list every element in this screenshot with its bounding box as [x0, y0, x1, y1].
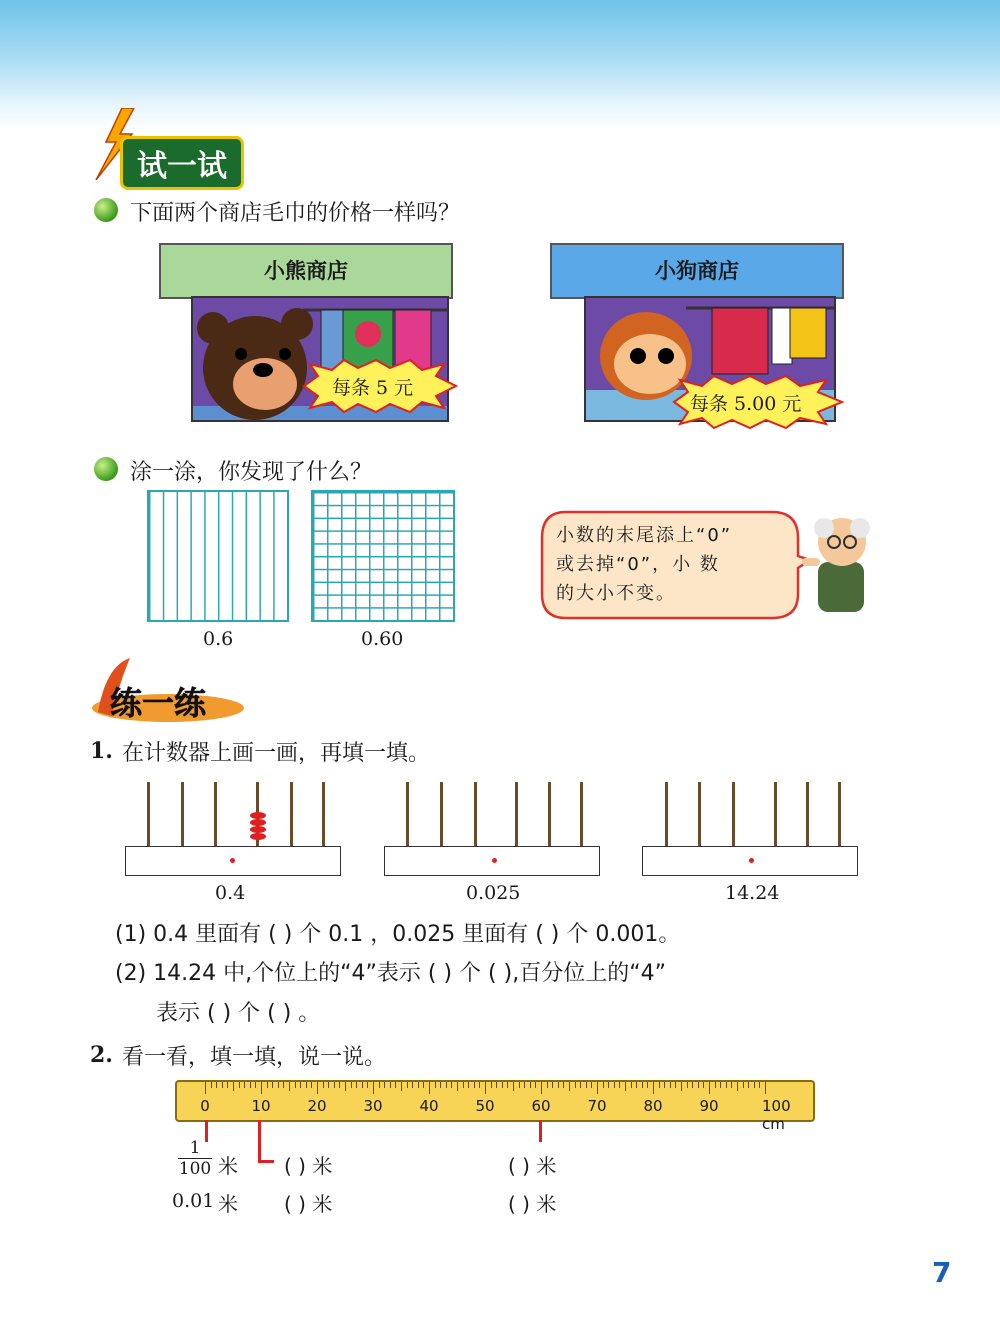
abacus-rod[interactable] [580, 782, 583, 846]
ruler-tick [485, 1082, 486, 1094]
ruler-tick [295, 1082, 296, 1088]
ruler-tick [205, 1082, 206, 1094]
ruler-tick-label: 60 [531, 1097, 551, 1115]
ruler-tick [558, 1082, 559, 1088]
abacus-label: 0.4 [215, 882, 246, 904]
abacus-bead [250, 833, 266, 840]
ruler-tick [463, 1082, 464, 1088]
ruler-tick [625, 1082, 626, 1091]
ruler-tick [491, 1082, 492, 1088]
arrow-connector [258, 1160, 274, 1163]
professor-illustration [800, 508, 880, 620]
square-grid-hundredths[interactable] [311, 490, 455, 622]
ruler-tick [267, 1082, 268, 1088]
ruler-tick [317, 1082, 318, 1094]
ruler-tick [239, 1082, 240, 1088]
ruler-tick [603, 1082, 604, 1088]
abacus-rod[interactable] [406, 782, 409, 846]
ruler-tick [513, 1082, 514, 1091]
ruler-tick [614, 1082, 615, 1088]
ruler-tick [451, 1082, 452, 1088]
abacus-label: 14.24 [725, 882, 780, 904]
ruler-tick [715, 1082, 716, 1088]
ruler-tick [743, 1082, 744, 1088]
ruler-tick [563, 1082, 564, 1088]
ruler-tick [636, 1082, 637, 1088]
ruler-tick [373, 1082, 374, 1094]
ruler-tick [642, 1082, 643, 1088]
ruler-tick-label: 80 [643, 1097, 663, 1115]
ruler-tick [412, 1082, 413, 1088]
ruler-tick [535, 1082, 536, 1088]
ruler-tick [227, 1082, 228, 1088]
fraction [178, 1138, 212, 1179]
ruler-tick [664, 1082, 665, 1088]
section-title-try: 试一试 [120, 136, 244, 190]
grid-label: 0.60 [361, 628, 404, 650]
abacus-bead [250, 826, 266, 833]
ruler-tick [754, 1082, 755, 1088]
ruler-tick [575, 1082, 576, 1088]
ruler-tick [547, 1082, 548, 1088]
ruler-tick [692, 1082, 693, 1088]
abacus-rod[interactable] [214, 782, 217, 846]
ruler-tick [759, 1082, 760, 1088]
ruler-tick [519, 1082, 520, 1088]
abacus-rod[interactable] [838, 782, 841, 846]
ruler-tick [670, 1082, 671, 1088]
ruler-tick [720, 1082, 721, 1088]
ruler-tick-label: 100 cm [762, 1097, 791, 1133]
ruler-tick [435, 1082, 436, 1088]
ruler-tick [631, 1082, 632, 1088]
ruler-tick [384, 1082, 385, 1088]
abacus-label: 0.025 [466, 882, 521, 904]
abacus-rod[interactable] [440, 782, 443, 846]
question-text: 涂一涂，你发现了什么？ [130, 460, 373, 485]
blank-meters[interactable]: ( ) 米 [508, 1192, 557, 1216]
ruler-tick-label: 30 [363, 1097, 383, 1115]
speech-line: 或去掉“0”，小 数 [556, 554, 720, 575]
ruler-tick [446, 1082, 447, 1088]
ruler-tick [211, 1082, 212, 1088]
unit-label: 米 [218, 1192, 238, 1216]
ruler-tick [731, 1082, 732, 1088]
exercise-title: 在计数器上画一画，再填一填。 [122, 741, 431, 766]
ruler-tick [334, 1082, 335, 1088]
ruler-tick-label: 10 [251, 1097, 271, 1115]
arrow-up-icon [539, 1120, 542, 1142]
ruler-tick [496, 1082, 497, 1088]
ruler-tick-label: 70 [587, 1097, 607, 1115]
ruler-tick-label: 50 [475, 1097, 495, 1115]
ruler-tick-label: 0 [200, 1097, 210, 1115]
ruler-tick [457, 1082, 458, 1091]
arrow-up-icon [258, 1120, 261, 1162]
ruler-tick [675, 1082, 676, 1088]
ruler-tick [311, 1082, 312, 1088]
ruler-tick [709, 1082, 710, 1094]
ruler-tick [255, 1082, 256, 1088]
sky-background [0, 0, 1000, 130]
price-label-bear: 每条 5 元 [332, 377, 414, 399]
ruler-tick [379, 1082, 380, 1088]
ruler-tick [552, 1082, 553, 1088]
shop-sign-bear: 小熊商店 [159, 243, 453, 299]
ruler-tick [283, 1082, 284, 1088]
ruler-tick [765, 1082, 766, 1094]
ruler-tick [586, 1082, 587, 1088]
ruler-tick [524, 1082, 525, 1088]
ruler-tick [261, 1082, 262, 1094]
abacus-rod[interactable] [322, 782, 325, 846]
ruler-tick [306, 1082, 307, 1088]
decimal-value: 0.01 [172, 1190, 215, 1212]
speech-text [556, 521, 732, 608]
fill-in-line-1[interactable]: (1) 0.4 里面有 ( ) 个 0.1 ，0.025 里面有 ( ) 个 0.001。 [115, 922, 681, 947]
decimal-point [492, 858, 497, 863]
ruler-tick [244, 1082, 245, 1088]
ruler-tick [569, 1082, 570, 1091]
ruler-tick [250, 1082, 251, 1088]
ruler-tick [356, 1082, 357, 1088]
abacus-rod[interactable] [698, 782, 701, 846]
exercise-number: 2. [90, 1042, 113, 1068]
blank-meters[interactable]: ( ) 米 [284, 1192, 333, 1216]
ruler-tick [468, 1082, 469, 1088]
blank-meters[interactable]: ( ) 米 [284, 1154, 333, 1178]
ruler-tick [222, 1082, 223, 1088]
ruler-tick [726, 1082, 727, 1088]
abacus-rod[interactable] [665, 782, 668, 846]
ruler-tick [362, 1082, 363, 1088]
ruler-tick [216, 1082, 217, 1088]
ruler-tick [278, 1082, 279, 1088]
fill-in-line-3[interactable]: 表示 ( ) 个 ( ) 。 [156, 1001, 321, 1026]
abacus-rod[interactable] [515, 782, 518, 846]
ruler-tick [479, 1082, 480, 1088]
ruler-tick [591, 1082, 592, 1088]
unit-label: 米 [218, 1154, 238, 1178]
ruler-tick [323, 1082, 324, 1088]
ruler-tick [395, 1082, 396, 1088]
ruler-tick [233, 1082, 234, 1091]
speech-line: 小数的末尾添上“0” [556, 525, 733, 546]
abacus-bead [250, 812, 266, 819]
abacus-rod[interactable] [548, 782, 551, 846]
fill-in-line-2[interactable]: (2) 14.24 中,个位上的“4”表示 ( ) 个 ( ),百分位上的“4” [115, 961, 666, 986]
ruler-tick [653, 1082, 654, 1094]
ruler-tick [659, 1082, 660, 1088]
ruler-tick [507, 1082, 508, 1088]
grid-label: 0.6 [203, 628, 234, 650]
ruler-tick [619, 1082, 620, 1088]
speech-line: 的大小不变。 [556, 583, 676, 604]
question-text: 下面两个商店毛巾的价格一样吗？ [130, 201, 461, 226]
bullet-icon [94, 457, 118, 481]
ruler-tick [289, 1082, 290, 1091]
centimeter-ruler [175, 1080, 815, 1133]
ruler-tick [647, 1082, 648, 1088]
ruler-tick [367, 1082, 368, 1088]
ruler-tick [407, 1082, 408, 1088]
strip-grid-tenths[interactable] [147, 490, 289, 622]
ruler-tick [737, 1082, 738, 1091]
ruler-tick [423, 1082, 424, 1088]
ruler-tick [748, 1082, 749, 1088]
page-number: 7 [932, 1256, 952, 1289]
abacus-rod[interactable] [732, 782, 735, 846]
abacus-bead [250, 819, 266, 826]
ruler-tick [597, 1082, 598, 1094]
ruler-tick [530, 1082, 531, 1088]
ruler-tick [703, 1082, 704, 1088]
decimal-point [749, 858, 754, 863]
ruler-tick [390, 1082, 391, 1088]
ruler-tick [418, 1082, 419, 1088]
ruler-tick [440, 1082, 441, 1088]
shop-sign-dog: 小狗商店 [550, 243, 844, 299]
section-title-practice: 练一练 [110, 684, 207, 722]
ruler-tick [580, 1082, 581, 1088]
fraction-denominator: 100 [178, 1159, 212, 1179]
ruler-tick [351, 1082, 352, 1088]
ruler-tick [339, 1082, 340, 1088]
ruler-tick-label: 90 [699, 1097, 719, 1115]
decimal-point [230, 858, 235, 863]
ruler-tick [345, 1082, 346, 1091]
ruler-tick [300, 1082, 301, 1088]
ruler-tick [541, 1082, 542, 1094]
ruler-tick [687, 1082, 688, 1088]
exercise-number: 1. [90, 738, 113, 764]
ruler-tick-label: 40 [419, 1097, 439, 1115]
ruler-tick [698, 1082, 699, 1088]
ruler-tick [328, 1082, 329, 1088]
bullet-icon [94, 198, 118, 222]
abacus-rod[interactable] [774, 782, 777, 846]
ruler-tick [272, 1082, 273, 1088]
ruler-tick [502, 1082, 503, 1088]
blank-meters[interactable]: ( ) 米 [508, 1154, 557, 1178]
ruler-tick [474, 1082, 475, 1088]
ruler-tick [681, 1082, 682, 1091]
price-label-dog: 每条 5.00 元 [690, 393, 802, 415]
abacus-rod[interactable] [474, 782, 477, 846]
abacus-rod[interactable] [806, 782, 809, 846]
exercise-title: 看一看，填一填，说一说。 [122, 1045, 387, 1070]
abacus-rod[interactable] [181, 782, 184, 846]
abacus-rod[interactable] [147, 782, 150, 846]
ruler-tick [608, 1082, 609, 1088]
ruler-tick [429, 1082, 430, 1094]
ruler-tick-label: 20 [307, 1097, 327, 1115]
ruler-tick [401, 1082, 402, 1091]
fraction-numerator: 1 [189, 1138, 201, 1158]
abacus-rod[interactable] [290, 782, 293, 846]
